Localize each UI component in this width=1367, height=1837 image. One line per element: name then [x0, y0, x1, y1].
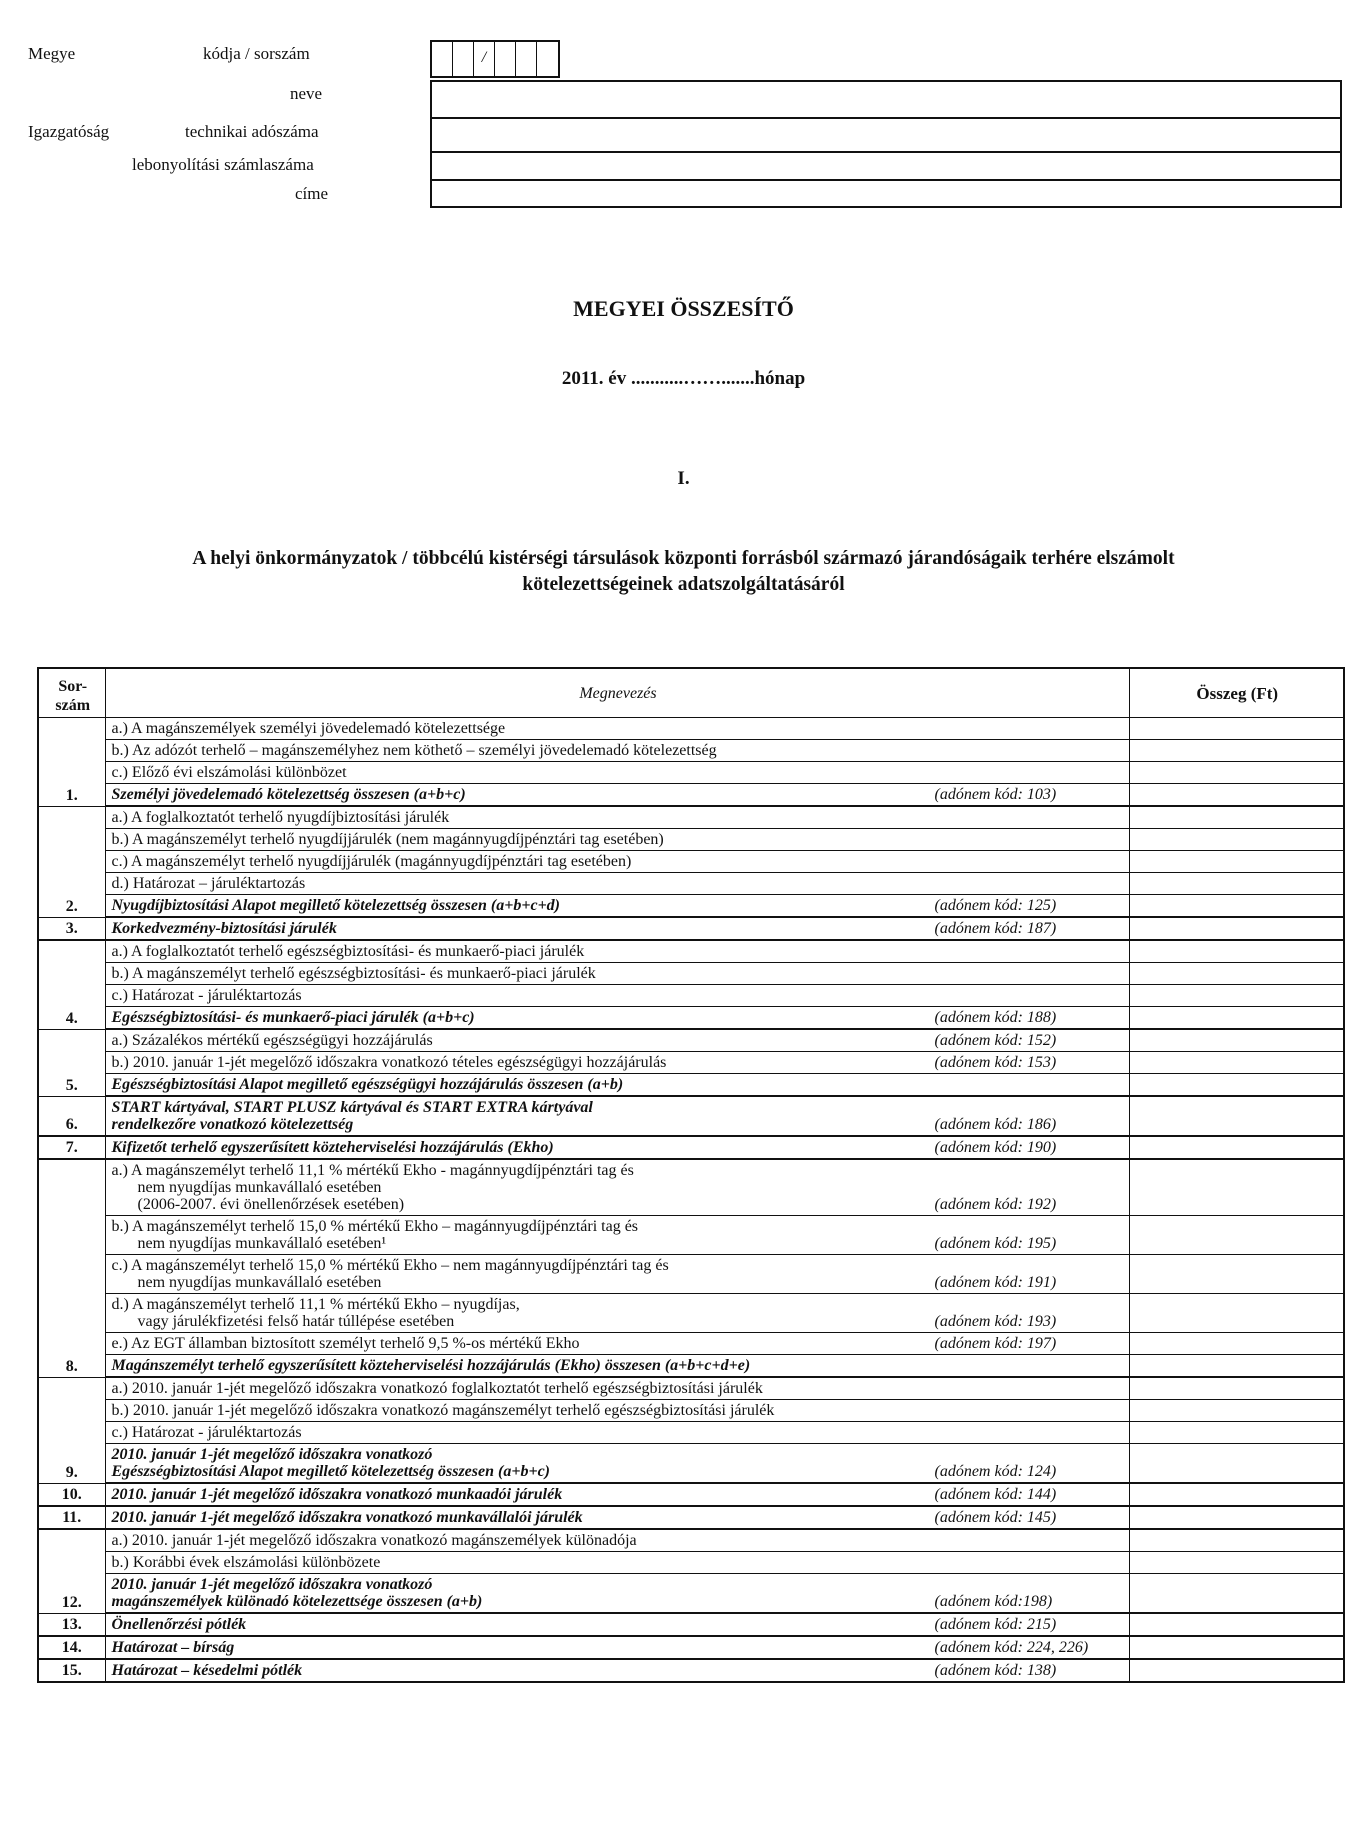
description-line: a.) A foglalkoztatót terhelő nyugdíjbiztosítási járulék — [111, 809, 450, 826]
tax-code-label: (adónem kód: 152) — [934, 1032, 1057, 1049]
description-line: nem nyugdíjas munkavállaló esetében¹ — [137, 1235, 387, 1252]
amount-cell[interactable] — [1129, 1029, 1344, 1052]
table-row — [38, 895, 1344, 918]
tax-code-label: (adónem kód:198) — [934, 1593, 1053, 1610]
col-header-name: Megnevezés — [105, 668, 1129, 718]
row-number: 10. — [38, 1483, 105, 1506]
item-description — [105, 851, 1129, 873]
neve-label: neve — [290, 84, 323, 103]
item-description — [105, 1529, 1129, 1552]
row-number: 1. — [38, 718, 105, 807]
table-row — [38, 917, 1344, 940]
period-line: 2011. év ...........…….......hónap — [561, 368, 806, 389]
amount-cell[interactable] — [1129, 1294, 1344, 1333]
code-cell[interactable] — [495, 42, 516, 76]
row-number: 11. — [38, 1506, 105, 1529]
description-line: b.) 2010. január 1-jét megelőző időszakra vonatkozó tételes egészségügyi hozzájárulás — [111, 1054, 667, 1071]
description-line: c.) A magánszemélyt terhelő 15,0 % mértékű Ekho – nem magánnyugdíjpénztári tag és — [111, 1257, 669, 1274]
amount-cell[interactable] — [1129, 806, 1344, 829]
item-description — [105, 873, 1129, 895]
description-line: a.) 2010. január 1-jét megelőző időszakra vonatkozó foglalkoztatót terhelő egészségbiztosítási járulék — [111, 1380, 763, 1397]
description-line: nem nyugdíjas munkavállaló esetében — [137, 1179, 382, 1196]
amount-cell[interactable] — [1129, 1483, 1344, 1506]
amount-cell[interactable] — [1129, 1255, 1344, 1294]
tax-code-label: (adónem kód: 153) — [934, 1054, 1057, 1071]
total-description — [105, 784, 1129, 807]
description-line: c.) Határozat - járuléktartozás — [111, 987, 302, 1004]
amount-cell[interactable] — [1129, 1636, 1344, 1659]
item-description — [105, 1333, 1129, 1355]
total-description — [105, 1136, 1129, 1159]
description-line: 2010. január 1-jét megelőző időszakra vonatkozó munkavállalói járulék — [111, 1509, 583, 1526]
row-number: 8. — [38, 1159, 105, 1377]
total-description — [105, 1007, 1129, 1030]
tax-code-label: (adónem kód: 195) — [934, 1235, 1057, 1252]
row-number: 15. — [38, 1659, 105, 1682]
description-line: 2010. január 1-jét megelőző időszakra vonatkozó munkaadói járulék — [111, 1486, 563, 1503]
tax-code-label: (adónem kód: 190) — [934, 1139, 1057, 1156]
table-row — [38, 1483, 1344, 1506]
amount-cell[interactable] — [1129, 829, 1344, 851]
amount-cell[interactable] — [1129, 1613, 1344, 1636]
description-line: Személyi jövedelemadó kötelezettség összesen (a+b+c) — [111, 786, 466, 803]
amount-cell[interactable] — [1129, 1159, 1344, 1216]
item-description — [105, 1377, 1129, 1400]
table-row — [38, 1613, 1344, 1636]
code-cell[interactable] — [453, 42, 474, 76]
amount-cell[interactable] — [1129, 1552, 1344, 1574]
total-description — [105, 1096, 1129, 1136]
description-line: a.) A magánszemélyt terhelő 11,1 % mértékű Ekho - magánnyugdíjpénztári tag és — [111, 1162, 634, 1179]
table-row — [38, 940, 1344, 963]
description-line: nem nyugdíjas munkavállaló esetében — [137, 1274, 382, 1291]
description-line: 2010. január 1-jét megelőző időszakra vonatkozó — [111, 1446, 433, 1463]
description-line: c.) A magánszemélyt terhelő nyugdíjjárulék (magánnyugdíjpénztári tag esetében) — [111, 853, 632, 870]
item-description — [105, 718, 1129, 740]
amount-cell[interactable] — [1129, 1444, 1344, 1484]
amount-cell[interactable] — [1129, 895, 1344, 918]
item-description — [105, 1159, 1129, 1216]
description-line: b.) Az adózót terhelő – magánszemélyhez nem köthető – személyi jövedelemadó kötelezettség — [111, 742, 717, 759]
amount-cell[interactable] — [1129, 1052, 1344, 1074]
item-description — [105, 963, 1129, 985]
tax-code-label: (adónem kód: 197) — [934, 1335, 1057, 1352]
description-line: b.) Korábbi évek elszámolási különbözete — [111, 1554, 381, 1571]
amount-cell[interactable] — [1129, 1074, 1344, 1097]
amount-cell[interactable] — [1129, 1529, 1344, 1552]
account-number-field[interactable] — [430, 151, 1342, 181]
item-description — [105, 1052, 1129, 1074]
description-line: b.) A magánszemélyt terhelő 15,0 % mértékű Ekho – magánnyugdíjpénztári tag és — [111, 1218, 639, 1235]
description-line: vagy járulékfizetési felső határ túllépése esetében — [137, 1313, 455, 1330]
amount-cell[interactable] — [1129, 1136, 1344, 1159]
tax-code-label: (adónem kód: 103) — [934, 786, 1057, 803]
description-line: d.) Határozat – járuléktartozás — [111, 875, 306, 892]
tax-code-label: (adónem kód: 124) — [934, 1463, 1057, 1480]
tax-code-label: (adónem kód: 125) — [934, 897, 1057, 914]
address-field[interactable] — [430, 179, 1342, 208]
tax-number-label: technikai adószáma — [185, 122, 319, 141]
igazgatosag-label: Igazgatóság — [28, 122, 110, 141]
subtitle-line-2: kötelezettségeinek adatszolgáltatásáról — [522, 574, 845, 595]
description-line: rendelkezőre vonatkozó kötelezettség — [111, 1116, 354, 1133]
code-cell[interactable] — [516, 42, 537, 76]
amount-cell[interactable] — [1129, 1216, 1344, 1255]
code-cell[interactable] — [537, 42, 558, 76]
tax-code-label: (adónem kód: 188) — [934, 1009, 1057, 1026]
row-number: 12. — [38, 1529, 105, 1613]
description-line: 2010. január 1-jét megelőző időszakra vonatkozó — [111, 1576, 433, 1593]
table-row — [38, 1074, 1344, 1097]
amount-cell[interactable] — [1129, 1574, 1344, 1614]
description-line: Egészségbiztosítási Alapot megillető egészségügyi hozzájárulás összesen (a+b) — [111, 1076, 624, 1093]
amount-cell[interactable] — [1129, 1659, 1344, 1682]
amount-cell[interactable] — [1129, 963, 1344, 985]
description-line: Egészségbiztosítási- és munkaerő-piaci járulék (a+b+c) — [111, 1009, 475, 1026]
table-row — [38, 1159, 1344, 1216]
total-description — [105, 1659, 1129, 1682]
amount-cell[interactable] — [1129, 851, 1344, 873]
description-line: a.) A foglalkoztatót terhelő egészségbiztosítási- és munkaerő-piaci járulék — [111, 943, 585, 960]
description-line: c.) Előző évi elszámolási különbözet — [111, 764, 347, 781]
table-row — [38, 1444, 1344, 1484]
amount-cell[interactable] — [1129, 1422, 1344, 1444]
table-row — [38, 1506, 1344, 1529]
amount-cell[interactable] — [1129, 718, 1344, 740]
tax-code-label: (adónem kód: 191) — [934, 1274, 1057, 1291]
county-code-boxes[interactable] — [430, 40, 560, 78]
item-description — [105, 1029, 1129, 1052]
description-line: Határozat – késedelmi pótlék — [111, 1662, 303, 1679]
description-line: a.) 2010. január 1-jét megelőző időszakra vonatkozó magánszemélyek különadója — [111, 1532, 637, 1549]
amount-cell[interactable] — [1129, 1377, 1344, 1400]
table-row — [38, 740, 1344, 762]
table-row — [38, 1377, 1344, 1400]
subtitle-line-1: A helyi önkormányzatok / többcélú kistérségi társulások központi forrásból származó járandóságaik terhére elszámolt — [192, 548, 1175, 569]
total-description — [105, 1355, 1129, 1378]
amount-cell[interactable] — [1129, 1355, 1344, 1378]
total-description — [105, 1506, 1129, 1529]
section-number: I. — [677, 468, 690, 489]
table-row — [38, 1052, 1344, 1074]
amount-cell[interactable] — [1129, 985, 1344, 1007]
obligations-table-wrapper — [37, 667, 1343, 1683]
item-description — [105, 806, 1129, 829]
amount-cell[interactable] — [1129, 1096, 1344, 1136]
table-row — [38, 1422, 1344, 1444]
row-number: 4. — [38, 940, 105, 1029]
amount-cell[interactable] — [1129, 940, 1344, 963]
description-line: a.) Százalékos mértékű egészségügyi hozzájárulás — [111, 1032, 433, 1049]
table-row — [38, 985, 1344, 1007]
row-number: 3. — [38, 917, 105, 940]
col-header-sorszam: Sor- szám — [38, 668, 105, 718]
table-row — [38, 762, 1344, 784]
table-body — [38, 718, 1344, 1683]
address-label: címe — [295, 184, 329, 203]
description-line: b.) A magánszemélyt terhelő egészségbiztosítási- és munkaerő-piaci járulék — [111, 965, 596, 982]
amount-cell[interactable] — [1129, 1400, 1344, 1422]
table-row — [38, 829, 1344, 851]
amount-cell[interactable] — [1129, 762, 1344, 784]
tax-code-label: (adónem kód: 138) — [934, 1662, 1057, 1679]
item-description — [105, 762, 1129, 784]
account-label: lebonyolítási számlaszáma — [132, 155, 314, 174]
row-number: 6. — [38, 1096, 105, 1136]
description-line: a.) A magánszemélyek személyi jövedelemadó kötelezettsége — [111, 720, 506, 737]
tax-number-field[interactable] — [430, 117, 1342, 153]
amount-cell[interactable] — [1129, 1333, 1344, 1355]
table-row — [38, 963, 1344, 985]
row-number: 2. — [38, 806, 105, 917]
item-description — [105, 1552, 1129, 1574]
description-line: Egészségbiztosítási Alapot megillető kötelezettség összesen (a+b+c) — [111, 1463, 550, 1480]
tax-code-label: (adónem kód: 215) — [934, 1616, 1057, 1633]
total-description — [105, 1483, 1129, 1506]
table-row — [38, 1552, 1344, 1574]
amount-cell[interactable] — [1129, 873, 1344, 895]
description-line: c.) Határozat - járuléktartozás — [111, 1424, 302, 1441]
total-description — [105, 917, 1129, 940]
item-description — [105, 1294, 1129, 1333]
total-description — [105, 1574, 1129, 1614]
tax-code-label: (adónem kód: 193) — [934, 1313, 1057, 1330]
tax-code-label: (adónem kód: 144) — [934, 1486, 1057, 1503]
tax-code-label: (adónem kód: 187) — [934, 920, 1057, 937]
item-description — [105, 940, 1129, 963]
description-line: d.) A magánszemélyt terhelő 11,1 % mértékű Ekho – nyugdíjas, — [111, 1296, 520, 1313]
code-cell[interactable]: / — [474, 42, 495, 76]
table-row — [38, 873, 1344, 895]
amount-cell[interactable] — [1129, 740, 1344, 762]
description-line: e.) Az EGT államban biztosított személyt terhelő 9,5 %-os mértékű Ekho — [111, 1335, 580, 1352]
description-line: Kifizetőt terhelő egyszerűsített közteherviselési hozzájárulás (Ekho) — [111, 1139, 554, 1156]
code-cell[interactable] — [432, 42, 453, 76]
item-description — [105, 1216, 1129, 1255]
section-subtitle — [0, 546, 1367, 598]
amount-cell[interactable] — [1129, 917, 1344, 940]
county-name-field[interactable] — [430, 80, 1342, 119]
total-description — [105, 895, 1129, 918]
item-description — [105, 740, 1129, 762]
row-number: 13. — [38, 1613, 105, 1636]
amount-cell[interactable] — [1129, 1007, 1344, 1030]
row-number: 9. — [38, 1377, 105, 1483]
item-description — [105, 1255, 1129, 1294]
item-description — [105, 985, 1129, 1007]
description-line: Nyugdíjbiztosítási Alapot megillető kötelezettség összesen (a+b+c+d) — [111, 897, 561, 914]
tax-code-label: (adónem kód: 224, 226) — [934, 1639, 1089, 1656]
megye-label: Megye — [28, 44, 76, 63]
table-row — [38, 784, 1344, 807]
row-number: 5. — [38, 1029, 105, 1096]
page-title: MEGYEI ÖSSZESÍTŐ — [573, 296, 794, 321]
total-description — [105, 1074, 1129, 1097]
table-row — [38, 1007, 1344, 1030]
item-description — [105, 829, 1129, 851]
total-description — [105, 1636, 1129, 1659]
table-row — [38, 1636, 1344, 1659]
table-row — [38, 1659, 1344, 1682]
description-line: b.) A magánszemélyt terhelő nyugdíjjárulék (nem magánnyugdíjpénztári tag esetében) — [111, 831, 664, 848]
total-description — [105, 1444, 1129, 1484]
description-line: Korkedvezmény-biztosítási járulék — [111, 920, 337, 937]
tax-code-label: (adónem kód: 186) — [934, 1116, 1057, 1133]
table-row — [38, 1574, 1344, 1614]
table-row — [38, 1333, 1344, 1355]
table-row — [38, 806, 1344, 829]
table-row — [38, 718, 1344, 740]
description-line: b.) 2010. január 1-jét megelőző időszakra vonatkozó magánszemélyt terhelő egészségbiztosítási járulék — [111, 1402, 775, 1419]
tax-code-label: (adónem kód: 192) — [934, 1196, 1057, 1213]
item-description — [105, 1400, 1129, 1422]
amount-cell[interactable] — [1129, 1506, 1344, 1529]
kodja-label: kódja / sorszám — [203, 44, 310, 63]
amount-cell[interactable] — [1129, 784, 1344, 807]
table-row — [38, 1029, 1344, 1052]
col-header-amount: Összeg (Ft) — [1129, 668, 1344, 718]
description-line: (2006-2007. évi önellenőrzések esetében) — [137, 1196, 405, 1213]
table-row — [38, 1400, 1344, 1422]
total-description — [105, 1613, 1129, 1636]
description-line: Önellenőrzési pótlék — [111, 1616, 247, 1633]
table-row — [38, 851, 1344, 873]
row-number: 14. — [38, 1636, 105, 1659]
table-row — [38, 1294, 1344, 1333]
table-header-row — [38, 668, 1344, 718]
table-row — [38, 1216, 1344, 1255]
table-row — [38, 1096, 1344, 1136]
description-line: START kártyával, START PLUSZ kártyával és START EXTRA kártyával — [111, 1099, 593, 1116]
item-description — [105, 1422, 1129, 1444]
obligations-table — [37, 667, 1345, 1683]
table-row — [38, 1529, 1344, 1552]
row-number: 7. — [38, 1136, 105, 1159]
tax-code-label: (adónem kód: 145) — [934, 1509, 1057, 1526]
table-row — [38, 1255, 1344, 1294]
table-row — [38, 1136, 1344, 1159]
description-line: Határozat – bírság — [111, 1639, 235, 1656]
table-row — [38, 1355, 1344, 1378]
description-line: Magánszemélyt terhelő egyszerűsített közteherviselési hozzájárulás (Ekho) összesen (a+b+c+d+e) — [111, 1357, 751, 1374]
description-line: magánszemélyek különadó kötelezettsége összesen (a+b) — [111, 1593, 483, 1610]
